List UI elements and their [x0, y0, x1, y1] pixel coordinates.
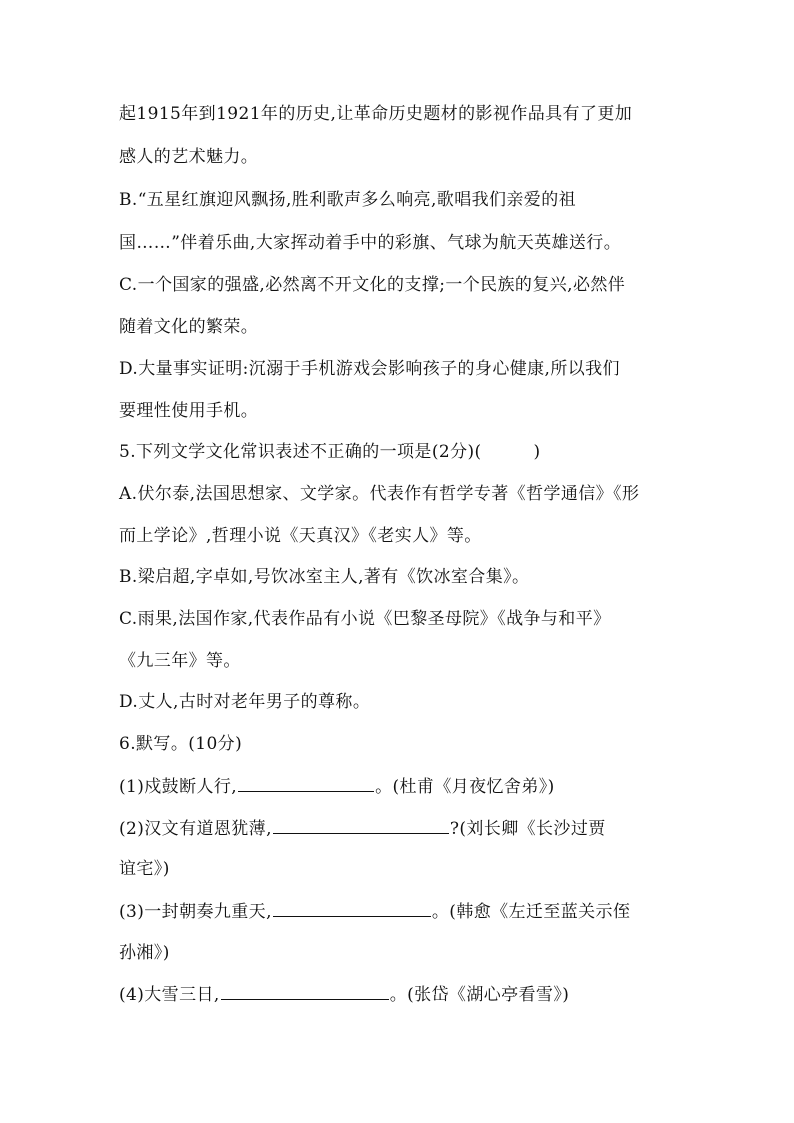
text-line: 起1915年到1921年的历史,让革命历史题材的影视作品具有了更加 [119, 104, 633, 124]
question-6-heading: 6.默写。(10分) [119, 734, 243, 754]
option-d: D.丈人,古时对老年男子的尊称。 [119, 692, 371, 712]
recitation-item-2 [119, 817, 606, 840]
item-3-prompt: (3)一封朝奏九重天, [119, 902, 272, 922]
item-3-source: 。(韩愈《左迁至蓝关示侄 [431, 902, 631, 922]
text-line: 国……”伴着乐曲,大家挥动着手中的彩旗、气球为航天英雄送行。 [119, 233, 622, 253]
item-2-prompt: (2)汉文有道恩犹薄, [119, 819, 272, 839]
text-line: 要理性使用手机。 [119, 401, 259, 421]
text-line: 随着文化的繁荣。 [119, 317, 259, 337]
option-c-line-2: 《九三年》等。 [119, 651, 241, 671]
item-1-prompt: (1)戍鼓断人行, [119, 777, 238, 797]
recitation-item-4 [119, 983, 569, 1006]
item-2-source: ?(刘长卿《长沙过贾 [449, 819, 606, 839]
fill-in-blank-3[interactable] [273, 900, 431, 917]
option-a-line-1: A.伏尔泰,法国思想家、文学家。代表作有哲学专著《哲学通信》《形 [119, 484, 640, 504]
text-line: 感人的艺术魅力。 [119, 147, 259, 167]
question-5-close-paren: ) [533, 442, 541, 462]
item-2-source-cont: 谊宅》) [119, 859, 170, 879]
item-4-source: 。(张岱《湖心亭看雪》) [389, 985, 570, 1005]
text-line: B.“五星红旗迎风飘扬,胜利歌声多么响亮,歌唱我们亲爱的祖 [119, 190, 576, 210]
fill-in-blank-2[interactable] [273, 817, 449, 834]
recitation-item-1 [119, 775, 555, 798]
text-line: D.大量事实证明:沉溺于手机游戏会影响孩子的身心健康,所以我们 [119, 359, 620, 379]
fill-in-blank-4[interactable] [221, 983, 389, 1000]
item-3-source-cont: 孙湘》) [119, 943, 170, 963]
item-4-prompt: (4)大雪三日, [119, 985, 220, 1005]
option-c-line-1: C.雨果,法国作家,代表作品有小说《巴黎圣母院》《战争与和平》 [119, 609, 611, 629]
fill-in-blank-1[interactable] [238, 775, 374, 792]
item-1-source: 。(杜甫《月夜忆舍弟》) [375, 777, 555, 797]
question-5-text: 5.下列文学文化常识表述不正确的一项是(2分)( [119, 442, 482, 462]
text-line: C.一个国家的强盛,必然离不开文化的支撑;一个民族的复兴,必然伴 [119, 275, 626, 295]
option-b: B.梁启超,字卓如,号饮冰室主人,著有《饮冰室合集》。 [119, 567, 530, 587]
option-a-line-2: 而上学论》,哲理小说《天真汉》《老实人》等。 [119, 526, 482, 546]
question-5-stem [119, 441, 541, 463]
recitation-item-3 [119, 900, 630, 923]
